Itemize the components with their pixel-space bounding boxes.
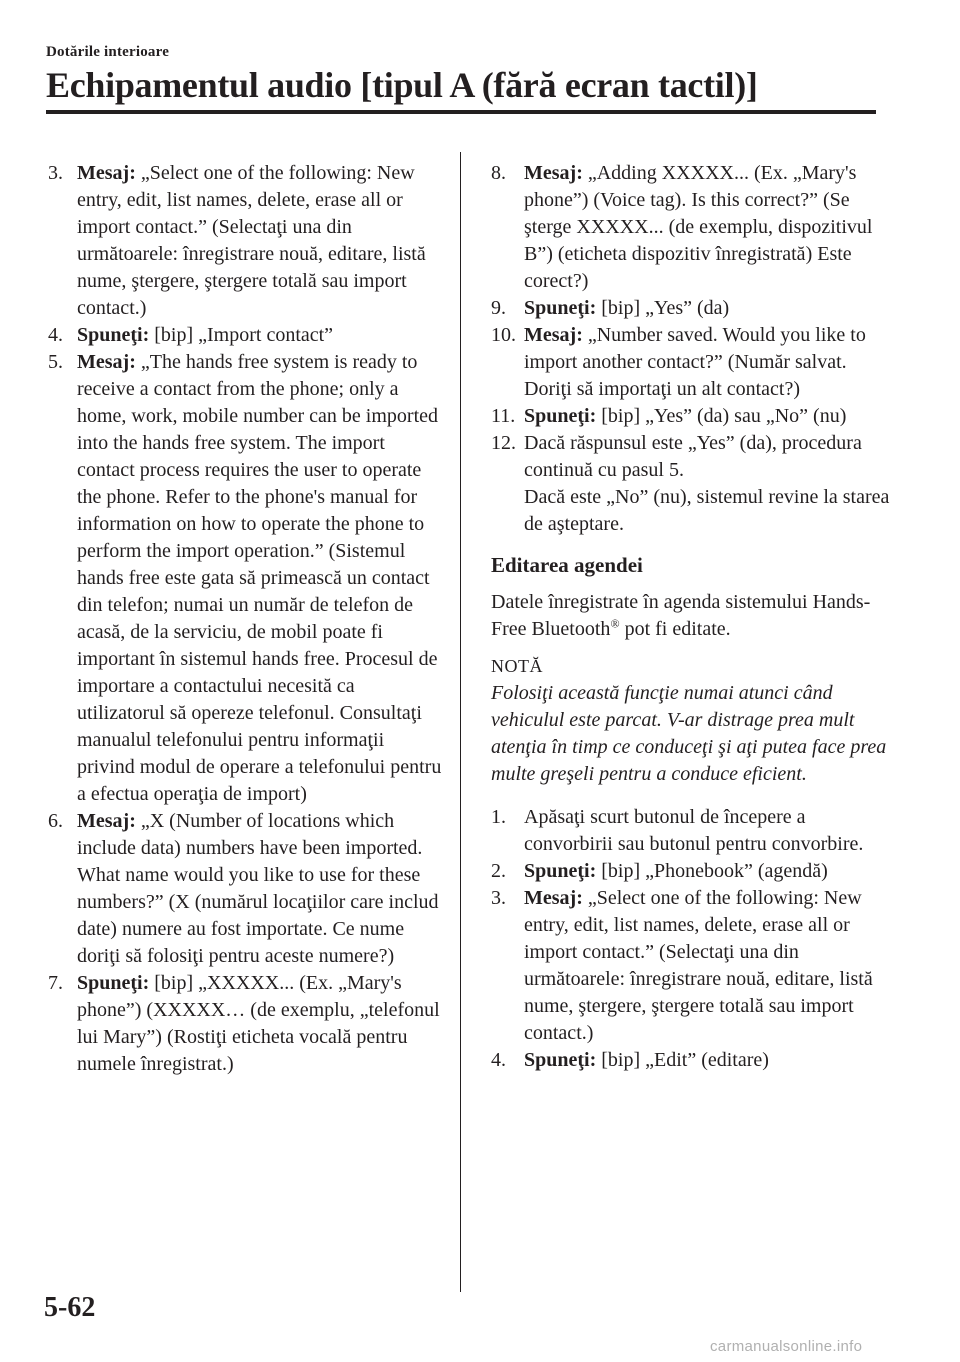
step-text: [bip] „Yes” (da) sau „No” (nu) (596, 405, 847, 427)
step-text: [bip] „XXXXX... (Ex. „Mary's phone”) (XXXXX… (de exemplu, „telefonul lui Mary”) (Rostiţi eticheta vocală pentru numele înregistrat.) (77, 972, 440, 1075)
step-number: 3. (48, 162, 63, 184)
step-number: 8. (491, 162, 506, 184)
step-item (48, 322, 443, 349)
step-number: 7. (48, 972, 63, 994)
step-number: 12. (491, 432, 516, 454)
step-keyword: Mesaj: (524, 324, 583, 346)
step-text: [bip] „Phonebook” (agendă) (596, 860, 828, 882)
step-item (48, 349, 443, 808)
step-keyword: Mesaj: (77, 162, 136, 184)
right-column (491, 160, 896, 1074)
step-text: [bip] „Import contact” (149, 324, 334, 346)
step-item (491, 885, 896, 1047)
note-title: NOTĂ (491, 656, 543, 676)
left-column (48, 160, 443, 1078)
step-item (491, 160, 896, 295)
step-number: 9. (491, 297, 506, 319)
step-item (491, 804, 896, 858)
step-item (491, 430, 896, 538)
column-divider (460, 152, 461, 1292)
step-item (491, 295, 896, 322)
step-text: „Adding XXXXX... (Ex. „Mary's phone”) (Voice tag). Is this correct?” (Se şterge XXXXX... (de exemplu, dispozitivul B”) (eticheta dispozitiv înregistrată) Este corect?) (524, 162, 873, 292)
step-text: „Number saved. Would you like to import another contact?” (Număr salvat. Doriţi să importaţi un alt contact?) (524, 324, 866, 400)
step-item (491, 1047, 896, 1074)
step-item (491, 858, 896, 885)
page-title: Echipamentul audio [tipul A (fără ecran tactil)] (46, 65, 758, 105)
step-number: 4. (491, 1049, 506, 1071)
step-item (48, 970, 443, 1078)
step-text: „X (Number of locations which include data) numbers have been imported. What name would you like to use for these numbers?” (X (numărul locaţiilor care includ date) numere au fost importate. Ce nume doriţi să folosiţi pentru aceste numere?) (77, 810, 439, 967)
step-number: 2. (491, 860, 506, 882)
step-keyword: Spuneţi: (524, 405, 597, 427)
registered-mark: ® (610, 616, 620, 631)
step-number: 10. (491, 324, 516, 346)
step-number: 5. (48, 351, 63, 373)
step-keyword: Spuneţi: (524, 1049, 597, 1071)
step-number: 1. (491, 806, 506, 828)
step-continuation: Dacă este „No” (nu), sistemul revine la starea de aşteptare. (524, 486, 890, 535)
step-keyword: Spuneţi: (77, 324, 150, 346)
page-number: 5-62 (44, 1292, 96, 1323)
step-item (48, 808, 443, 970)
step-keyword: Mesaj: (524, 162, 583, 184)
step-keyword: Mesaj: (524, 887, 583, 909)
step-number: 3. (491, 887, 506, 909)
header-divider (46, 110, 876, 114)
step-item (491, 403, 896, 430)
step-number: 11. (491, 405, 516, 427)
step-item (48, 160, 443, 322)
paragraph-text: Datele înregistrate în agenda sistemului Hands-Free Bluetooth (491, 591, 871, 640)
step-keyword: Spuneţi: (77, 972, 150, 994)
step-keyword: Spuneţi: (524, 860, 597, 882)
step-number: 6. (48, 810, 63, 832)
step-number: 4. (48, 324, 63, 346)
step-keyword: Spuneţi: (524, 297, 597, 319)
step-text: Apăsaţi scurt butonul de începere a convorbirii sau butonul pentru convorbire. (524, 806, 864, 855)
step-text: Dacă răspunsul este „Yes” (da), procedura continuă cu pasul 5. (524, 432, 862, 481)
step-text: „The hands free system is ready to receive a contact from the phone; only a home, work, mobile number can be imported into the hands free system. The import contact process requires the user to operate the phone. Refer to the phone's manual for information on how to operate the phone to perform the import operation.” (Sistemul hands free este gata să primească un contact din telefon; numai un număr de telefon de acasă, de la serviciu, de mobil poate fi important în sistemul hands free. Procesul de importare a contactului necesită ca utilizatorul să opereze telefonul. Consultaţi manualul telefonului pentru informaţii privind modul de operare a telefonului pentru a efectua operaţia de import) (77, 351, 442, 805)
section-heading: Editarea agendei (491, 553, 643, 577)
watermark: carmanualsonline.info (710, 1338, 863, 1355)
section-paragraph (491, 589, 896, 643)
step-item (491, 322, 896, 403)
step-keyword: Mesaj: (77, 351, 136, 373)
step-text: „Select one of the following: New entry, edit, list names, delete, erase all or import contact.” (Selectaţi una din următoarele: înregistrare nouă, editare, listă nume, ştergere, ştergere totală sau import contact.) (77, 162, 426, 319)
step-keyword: Mesaj: (77, 810, 136, 832)
note-body: Folosiţi această funcţie numai atunci când vehiculul este parcat. V-ar distrage prea mult atenţia în timp ce conduceţi şi aţi putea face prea multe greşeli pentru a conduce eficient. (491, 682, 887, 785)
step-text: [bip] „Edit” (editare) (596, 1049, 769, 1071)
step-text: [bip] „Yes” (da) (596, 297, 730, 319)
step-text: „Select one of the following: New entry, edit, list names, delete, erase all or import contact.” (Selectaţi una din următoarele: înregistrare nouă, editare, listă nume, ştergere, ştergere totală sau import contact.) (524, 887, 873, 1044)
section-label: Dotările interioare (46, 44, 170, 60)
paragraph-text-end: pot fi editate. (619, 618, 731, 640)
